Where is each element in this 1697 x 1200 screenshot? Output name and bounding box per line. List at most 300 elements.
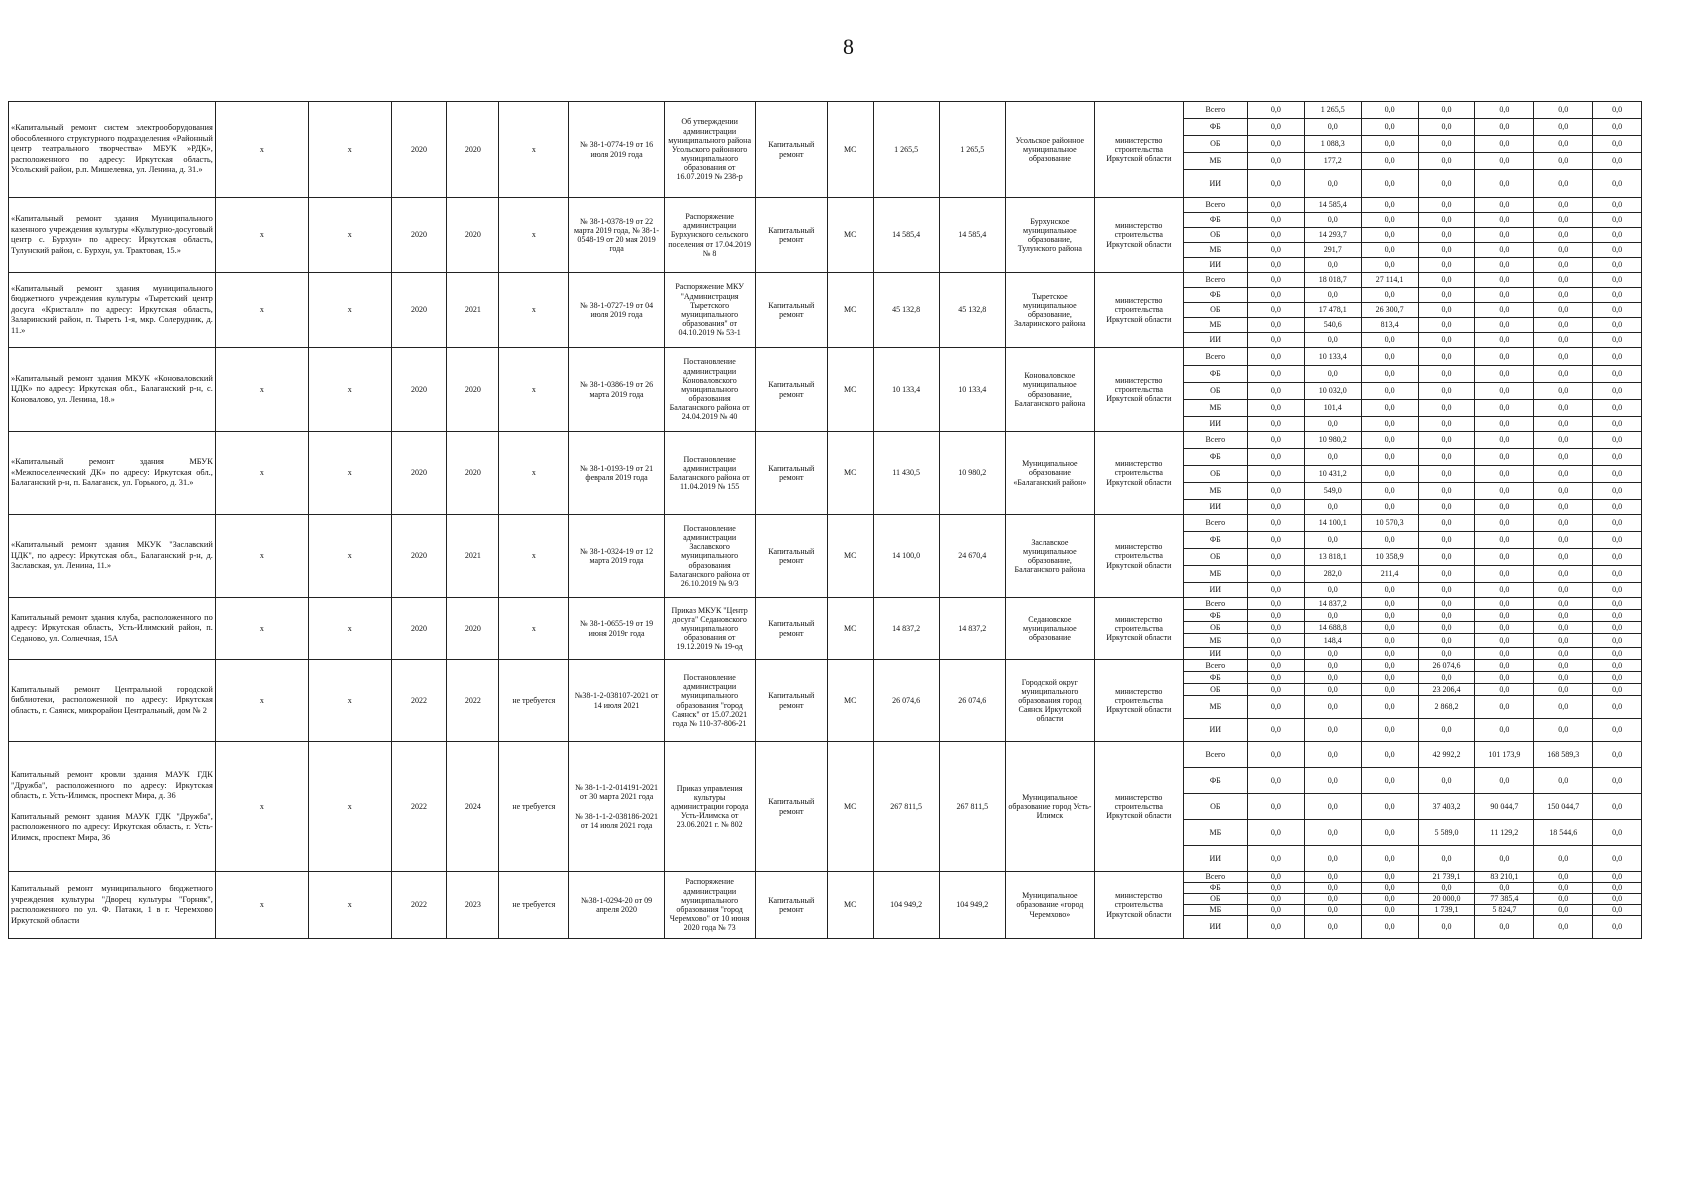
- funding-value: 0,0: [1361, 483, 1418, 500]
- funding-value: 0,0: [1418, 170, 1475, 198]
- year-end: 2023: [447, 872, 499, 939]
- funding-value: 0,0: [1418, 102, 1475, 119]
- year-end: 2022: [447, 660, 499, 742]
- funding-value: 0,0: [1593, 846, 1642, 872]
- funding-value: 0,0: [1304, 846, 1361, 872]
- expertise-cell: x: [499, 102, 569, 198]
- col-mark: x: [215, 598, 308, 660]
- funding-value: 0,0: [1593, 610, 1642, 622]
- municipality-cell: Бурхунское муниципальное образование, Тулунского района: [1005, 198, 1094, 273]
- cost-total-cell: 45 132,8: [873, 273, 939, 348]
- funding-value: 0,0: [1247, 742, 1304, 768]
- work-type-cell: Капитальный ремонт: [755, 348, 827, 432]
- funding-value: 0,0: [1534, 153, 1593, 170]
- funding-value: 0,0: [1534, 333, 1593, 348]
- document-cell: Постановление администрации Коноваловского муниципального образования Балаганского района от 24.04.2019 № 40: [664, 348, 755, 432]
- funding-source-label: ФБ: [1183, 532, 1247, 549]
- ms-cell: МС: [828, 102, 874, 198]
- project-name: Капитальный ремонт здания клуба, расположенного по адресу: Иркутская область, Усть-Илимский район, п. Седаново, ул. Солнечная, 15А: [11, 612, 213, 643]
- col-mark: x: [308, 598, 391, 660]
- agreement-text: № 38-1-0727-19 от 04 июля 2019 года: [580, 300, 654, 319]
- funding-value: 0,0: [1418, 318, 1475, 333]
- funding-value: 0,0: [1361, 119, 1418, 136]
- funding-value: 0,0: [1247, 483, 1304, 500]
- funding-value: 0,0: [1593, 366, 1642, 383]
- funding-value: 0,0: [1247, 170, 1304, 198]
- funding-value: 0,0: [1475, 660, 1534, 672]
- funding-value: 0,0: [1247, 684, 1304, 696]
- funding-value: 0,0: [1534, 610, 1593, 622]
- funding-value: 0,0: [1534, 532, 1593, 549]
- project-name-cell: [9, 660, 216, 742]
- funding-value: 0,0: [1247, 318, 1304, 333]
- funding-value: 2 868,2: [1418, 696, 1475, 719]
- year-start: 2020: [391, 273, 447, 348]
- cost-total-cell: 267 811,5: [873, 742, 939, 872]
- project-name-cell: [9, 872, 216, 939]
- funding-value: 0,0: [1475, 449, 1534, 466]
- ms-cell: МС: [828, 742, 874, 872]
- funding-value: 0,0: [1593, 634, 1642, 648]
- expertise-cell: x: [499, 198, 569, 273]
- funding-value: 0,0: [1534, 258, 1593, 273]
- funding-value: 0,0: [1593, 273, 1642, 288]
- funding-value: 0,0: [1361, 532, 1418, 549]
- funding-value: 0,0: [1247, 583, 1304, 598]
- funding-value: 0,0: [1475, 258, 1534, 273]
- funding-value: 0,0: [1247, 449, 1304, 466]
- funding-value: 168 589,3: [1534, 742, 1593, 768]
- funding-value: 0,0: [1361, 696, 1418, 719]
- funding-value: 0,0: [1593, 400, 1642, 417]
- funding-value: 0,0: [1247, 288, 1304, 303]
- funding-value: 0,0: [1361, 820, 1418, 846]
- funding-value: 0,0: [1475, 846, 1534, 872]
- funding-value: 0,0: [1361, 742, 1418, 768]
- funding-value: 77 385,4: [1475, 894, 1534, 905]
- funding-value: 0,0: [1418, 213, 1475, 228]
- agreement-text: № 38-1-0655-19 от 19 июня 2019г года: [580, 619, 654, 638]
- funding-value: 0,0: [1593, 417, 1642, 432]
- funding-value: 0,0: [1361, 883, 1418, 894]
- agreement-text-secondary: № 38-1-1-2-038186-2021 от 14 июля 2021 года: [575, 811, 659, 830]
- funding-value: 0,0: [1534, 894, 1593, 905]
- funding-value: 0,0: [1361, 872, 1418, 883]
- funding-value: 540,6: [1304, 318, 1361, 333]
- funding-value: 0,0: [1593, 598, 1642, 610]
- funding-value: 0,0: [1247, 136, 1304, 153]
- agreement-cell: [569, 872, 664, 939]
- funding-source-label: Всего: [1183, 432, 1247, 449]
- funding-value: 0,0: [1361, 916, 1418, 939]
- year-end: 2020: [447, 198, 499, 273]
- funding-value: 0,0: [1361, 348, 1418, 366]
- funding-value: 0,0: [1304, 119, 1361, 136]
- funding-value: 0,0: [1247, 872, 1304, 883]
- funding-value: 0,0: [1593, 648, 1642, 660]
- funding-value: 0,0: [1534, 432, 1593, 449]
- funding-source-label: ИИ: [1183, 333, 1247, 348]
- cost-remaining-cell: 10 980,2: [939, 432, 1005, 515]
- municipality-cell: Тыретское муниципальное образование, Заларинского района: [1005, 273, 1094, 348]
- project-name-cell: [9, 102, 216, 198]
- funding-source-label: Всего: [1183, 348, 1247, 366]
- col-mark: x: [308, 872, 391, 939]
- funding-value: 0,0: [1475, 466, 1534, 483]
- funding-source-label: МБ: [1183, 820, 1247, 846]
- table-row: [9, 198, 1642, 213]
- funding-value: 1 265,5: [1304, 102, 1361, 119]
- funding-value: 0,0: [1304, 916, 1361, 939]
- project-name: Капитальный ремонт муниципального бюджетного учреждения культуры "Дворец культуры "Горняк", расположенного по ул. Ф. Патаки, 1 в г. Черемхово Иркутской области: [11, 884, 213, 925]
- funding-value: 0,0: [1534, 417, 1593, 432]
- funding-value: 0,0: [1247, 672, 1304, 684]
- work-type-cell: Капитальный ремонт: [755, 432, 827, 515]
- funding-value: 0,0: [1475, 583, 1534, 598]
- funding-value: 0,0: [1304, 417, 1361, 432]
- funding-value: 0,0: [1247, 102, 1304, 119]
- table-row: [9, 432, 1642, 449]
- funding-value: 0,0: [1475, 696, 1534, 719]
- funding-value: 0,0: [1475, 136, 1534, 153]
- funding-value: 0,0: [1361, 258, 1418, 273]
- funding-value: 0,0: [1418, 583, 1475, 598]
- project-name-cell: [9, 515, 216, 598]
- funding-source-label: ФБ: [1183, 768, 1247, 794]
- col-mark: x: [308, 273, 391, 348]
- funding-value: 0,0: [1361, 288, 1418, 303]
- funding-value: 0,0: [1361, 768, 1418, 794]
- funding-value: 18 544,6: [1534, 820, 1593, 846]
- funding-value: 0,0: [1418, 634, 1475, 648]
- funding-value: 0,0: [1361, 794, 1418, 820]
- funding-value: 0,0: [1304, 696, 1361, 719]
- page-number: 8: [843, 34, 854, 59]
- funding-value: 0,0: [1418, 549, 1475, 566]
- funding-value: 0,0: [1247, 228, 1304, 243]
- funding-value: 0,0: [1593, 303, 1642, 318]
- table-row: [9, 515, 1642, 532]
- funding-value: 0,0: [1304, 894, 1361, 905]
- funding-value: 1 088,3: [1304, 136, 1361, 153]
- col-mark: x: [308, 348, 391, 432]
- ministry-cell: министерство строительства Иркутской области: [1094, 660, 1183, 742]
- ms-cell: МС: [828, 348, 874, 432]
- funding-value: 0,0: [1361, 660, 1418, 672]
- funding-source-label: ФБ: [1183, 288, 1247, 303]
- year-start: 2020: [391, 348, 447, 432]
- funding-value: 0,0: [1361, 610, 1418, 622]
- work-type-cell: Капитальный ремонт: [755, 198, 827, 273]
- funding-value: 0,0: [1534, 119, 1593, 136]
- year-end: 2020: [447, 102, 499, 198]
- funding-value: 0,0: [1361, 417, 1418, 432]
- funding-value: 0,0: [1534, 383, 1593, 400]
- funding-value: 0,0: [1593, 768, 1642, 794]
- funding-value: 0,0: [1247, 794, 1304, 820]
- funding-value: 0,0: [1304, 288, 1361, 303]
- funding-value: 0,0: [1304, 794, 1361, 820]
- year-start: 2020: [391, 515, 447, 598]
- funding-value: 0,0: [1534, 634, 1593, 648]
- funding-source-label: ОБ: [1183, 794, 1247, 820]
- funding-value: 0,0: [1475, 119, 1534, 136]
- funding-value: 0,0: [1418, 846, 1475, 872]
- ministry-cell: министерство строительства Иркутской области: [1094, 432, 1183, 515]
- work-type-cell: Капитальный ремонт: [755, 598, 827, 660]
- col-mark: x: [308, 102, 391, 198]
- funding-value: 150 044,7: [1534, 794, 1593, 820]
- ministry-cell: министерство строительства Иркутской области: [1094, 515, 1183, 598]
- funding-value: 0,0: [1418, 303, 1475, 318]
- funding-value: 0,0: [1534, 228, 1593, 243]
- funding-value: 0,0: [1247, 303, 1304, 318]
- funding-value: 0,0: [1534, 449, 1593, 466]
- funding-value: 0,0: [1418, 483, 1475, 500]
- funding-value: 0,0: [1593, 696, 1642, 719]
- funding-source-label: МБ: [1183, 153, 1247, 170]
- funding-value: 0,0: [1534, 696, 1593, 719]
- funding-value: 0,0: [1247, 905, 1304, 916]
- funding-value: 0,0: [1247, 768, 1304, 794]
- funding-value: 0,0: [1247, 417, 1304, 432]
- funding-value: 0,0: [1247, 622, 1304, 634]
- ministry-cell: министерство строительства Иркутской области: [1094, 198, 1183, 273]
- funding-value: 0,0: [1247, 549, 1304, 566]
- funding-value: 0,0: [1418, 400, 1475, 417]
- funding-value: 0,0: [1418, 243, 1475, 258]
- year-start: 2020: [391, 432, 447, 515]
- funding-value: 0,0: [1304, 258, 1361, 273]
- funding-source-label: ФБ: [1183, 883, 1247, 894]
- agreement-cell: [569, 598, 664, 660]
- ms-cell: МС: [828, 198, 874, 273]
- funding-value: 148,4: [1304, 634, 1361, 648]
- funding-value: 42 992,2: [1418, 742, 1475, 768]
- funding-value: 0,0: [1534, 719, 1593, 742]
- funding-value: 0,0: [1418, 566, 1475, 583]
- col-mark: x: [215, 102, 308, 198]
- funding-value: 0,0: [1534, 213, 1593, 228]
- col-mark: x: [308, 198, 391, 273]
- col-mark: x: [215, 432, 308, 515]
- funding-source-label: ИИ: [1183, 258, 1247, 273]
- funding-value: 0,0: [1304, 719, 1361, 742]
- funding-value: 0,0: [1361, 905, 1418, 916]
- funding-source-label: ФБ: [1183, 213, 1247, 228]
- funding-value: 0,0: [1475, 684, 1534, 696]
- funding-source-label: ОБ: [1183, 303, 1247, 318]
- funding-value: 0,0: [1475, 198, 1534, 213]
- cost-total-cell: 1 265,5: [873, 102, 939, 198]
- funding-value: 27 114,1: [1361, 273, 1418, 288]
- col-mark: x: [215, 872, 308, 939]
- funding-value: 0,0: [1475, 515, 1534, 532]
- funding-value: 291,7: [1304, 243, 1361, 258]
- municipality-cell: Коноваловское муниципальное образование, Балаганского района: [1005, 348, 1094, 432]
- funding-value: 0,0: [1304, 500, 1361, 515]
- agreement-cell: [569, 273, 664, 348]
- funding-value: 0,0: [1593, 916, 1642, 939]
- funding-value: 0,0: [1534, 883, 1593, 894]
- ms-cell: МС: [828, 273, 874, 348]
- funding-value: 0,0: [1534, 672, 1593, 684]
- funding-value: 0,0: [1304, 170, 1361, 198]
- ministry-cell: министерство строительства Иркутской области: [1094, 742, 1183, 872]
- funding-value: 211,4: [1361, 566, 1418, 583]
- funding-value: 101,4: [1304, 400, 1361, 417]
- project-name-cell: [9, 198, 216, 273]
- funding-source-label: МБ: [1183, 318, 1247, 333]
- ms-cell: МС: [828, 598, 874, 660]
- ministry-cell: министерство строительства Иркутской области: [1094, 273, 1183, 348]
- funding-value: 0,0: [1534, 318, 1593, 333]
- municipality-cell: Заславское муниципальное образование, Балаганского района: [1005, 515, 1094, 598]
- funding-value: 0,0: [1304, 366, 1361, 383]
- funding-source-label: МБ: [1183, 400, 1247, 417]
- funding-value: 11 129,2: [1475, 820, 1534, 846]
- cost-total-cell: 104 949,2: [873, 872, 939, 939]
- funding-value: 0,0: [1475, 228, 1534, 243]
- document-cell: Об утверждении администрации муниципального района Усольского районного муниципального образования от 16.07.2019 № 238-р: [664, 102, 755, 198]
- funding-value: 0,0: [1361, 432, 1418, 449]
- funding-value: 0,0: [1418, 500, 1475, 515]
- funding-value: 0,0: [1418, 417, 1475, 432]
- col-mark: x: [308, 742, 391, 872]
- funding-value: 0,0: [1534, 684, 1593, 696]
- funding-value: 0,0: [1247, 333, 1304, 348]
- document-cell: Распоряжение МКУ "Администрация Тыретского муниципального образования" от 04.10.2019 № 53-1: [664, 273, 755, 348]
- funding-value: 0,0: [1418, 719, 1475, 742]
- funding-source-label: ИИ: [1183, 846, 1247, 872]
- funding-value: 0,0: [1361, 466, 1418, 483]
- funding-source-label: МБ: [1183, 634, 1247, 648]
- year-start: 2020: [391, 102, 447, 198]
- funding-value: 0,0: [1593, 820, 1642, 846]
- funding-value: 0,0: [1361, 719, 1418, 742]
- funding-value: 0,0: [1475, 243, 1534, 258]
- funding-value: 0,0: [1418, 672, 1475, 684]
- funding-value: 0,0: [1534, 622, 1593, 634]
- funding-value: 0,0: [1361, 684, 1418, 696]
- funding-value: 0,0: [1418, 288, 1475, 303]
- funding-source-label: Всего: [1183, 742, 1247, 768]
- document-cell: Приказ управления культуры администрации города Усть-Илимска от 23.06.2021 г. № 802: [664, 742, 755, 872]
- funding-value: 0,0: [1361, 102, 1418, 119]
- funding-value: 0,0: [1475, 213, 1534, 228]
- work-type-cell: Капитальный ремонт: [755, 515, 827, 598]
- funding-value: 0,0: [1534, 400, 1593, 417]
- agreement-text: № 38-1-0324-19 от 12 марта 2019 года: [580, 546, 654, 565]
- funding-value: 0,0: [1534, 500, 1593, 515]
- funding-value: 5 589,0: [1418, 820, 1475, 846]
- funding-value: 0,0: [1247, 153, 1304, 170]
- funding-value: 0,0: [1593, 905, 1642, 916]
- cost-remaining-cell: 267 811,5: [939, 742, 1005, 872]
- funding-value: 0,0: [1534, 515, 1593, 532]
- funding-source-label: ОБ: [1183, 622, 1247, 634]
- work-type-cell: Капитальный ремонт: [755, 742, 827, 872]
- funding-value: 0,0: [1247, 532, 1304, 549]
- document-cell: Постановление администрации муниципального образования "город Саянск" от 15.07.2021 года № 110-37-806-21: [664, 660, 755, 742]
- funding-value: 0,0: [1593, 719, 1642, 742]
- funding-source-label: ФБ: [1183, 672, 1247, 684]
- funding-source-label: МБ: [1183, 696, 1247, 719]
- funding-value: 0,0: [1418, 768, 1475, 794]
- funding-source-label: Всего: [1183, 660, 1247, 672]
- table-row: [9, 598, 1642, 610]
- funding-value: 23 206,4: [1418, 684, 1475, 696]
- funding-value: 0,0: [1361, 622, 1418, 634]
- ministry-cell: министерство строительства Иркутской области: [1094, 598, 1183, 660]
- document-cell: Постановление администрации Балаганского района от 11.04.2019 № 155: [664, 432, 755, 515]
- project-name-secondary: Капитальный ремонт здания МАУК ГДК "Дружба", расположенного по адресу: Иркутская область, г. Усть-Илимск, проспект Мира, 36: [11, 811, 213, 842]
- year-start: 2020: [391, 198, 447, 273]
- funding-source-label: ОБ: [1183, 894, 1247, 905]
- funding-value: 0,0: [1593, 684, 1642, 696]
- funding-value: 0,0: [1475, 366, 1534, 383]
- funding-value: 0,0: [1593, 198, 1642, 213]
- funding-source-label: ФБ: [1183, 449, 1247, 466]
- funding-value: 0,0: [1361, 333, 1418, 348]
- funding-value: 0,0: [1304, 333, 1361, 348]
- funding-value: 0,0: [1418, 228, 1475, 243]
- funding-value: 0,0: [1361, 228, 1418, 243]
- municipality-cell: Городской округ муниципального образования город Саянск Иркутской области: [1005, 660, 1094, 742]
- year-end: 2021: [447, 515, 499, 598]
- funding-value: 0,0: [1534, 660, 1593, 672]
- funding-value: 0,0: [1247, 883, 1304, 894]
- funding-value: 0,0: [1247, 366, 1304, 383]
- funding-source-label: ФБ: [1183, 119, 1247, 136]
- funding-value: 0,0: [1475, 622, 1534, 634]
- funding-value: 0,0: [1361, 583, 1418, 598]
- project-name-cell: [9, 273, 216, 348]
- funding-value: 0,0: [1304, 768, 1361, 794]
- col-mark: x: [308, 660, 391, 742]
- project-name: «Капитальный ремонт здания МКУК "Заславский ЦДК", по адресу: Иркутская обл., Балаганский р-н, д. Заславская, ул. Ленина, 11.»: [11, 540, 213, 571]
- funding-value: 0,0: [1361, 136, 1418, 153]
- funding-value: 0,0: [1534, 846, 1593, 872]
- cost-remaining-cell: 1 265,5: [939, 102, 1005, 198]
- funding-value: 0,0: [1475, 102, 1534, 119]
- agreement-text: № 38-1-0386-19 от 26 марта 2019 года: [580, 380, 654, 399]
- ministry-cell: министерство строительства Иркутской области: [1094, 872, 1183, 939]
- funding-value: 0,0: [1418, 622, 1475, 634]
- funding-value: 1 739,1: [1418, 905, 1475, 916]
- funding-value: 18 018,7: [1304, 273, 1361, 288]
- funding-value: 813,4: [1361, 318, 1418, 333]
- funding-value: 0,0: [1247, 383, 1304, 400]
- year-start: 2022: [391, 742, 447, 872]
- funding-value: 0,0: [1534, 198, 1593, 213]
- funding-value: 0,0: [1418, 449, 1475, 466]
- funding-value: 0,0: [1593, 742, 1642, 768]
- funding-source-label: ОБ: [1183, 684, 1247, 696]
- year-end: 2020: [447, 432, 499, 515]
- funding-source-label: Всего: [1183, 102, 1247, 119]
- funding-value: 0,0: [1534, 170, 1593, 198]
- cost-total-cell: 14 837,2: [873, 598, 939, 660]
- col-mark: x: [215, 198, 308, 273]
- funding-value: 0,0: [1247, 566, 1304, 583]
- ms-cell: МС: [828, 872, 874, 939]
- document-cell: Распоряжение администрации муниципального образования "город Черемхово" от 10 июня 2020 года № 73: [664, 872, 755, 939]
- funding-value: 0,0: [1475, 303, 1534, 318]
- funding-value: 0,0: [1475, 916, 1534, 939]
- municipality-cell: Муниципальное образование «Балаганский район»: [1005, 432, 1094, 515]
- funding-value: 0,0: [1304, 672, 1361, 684]
